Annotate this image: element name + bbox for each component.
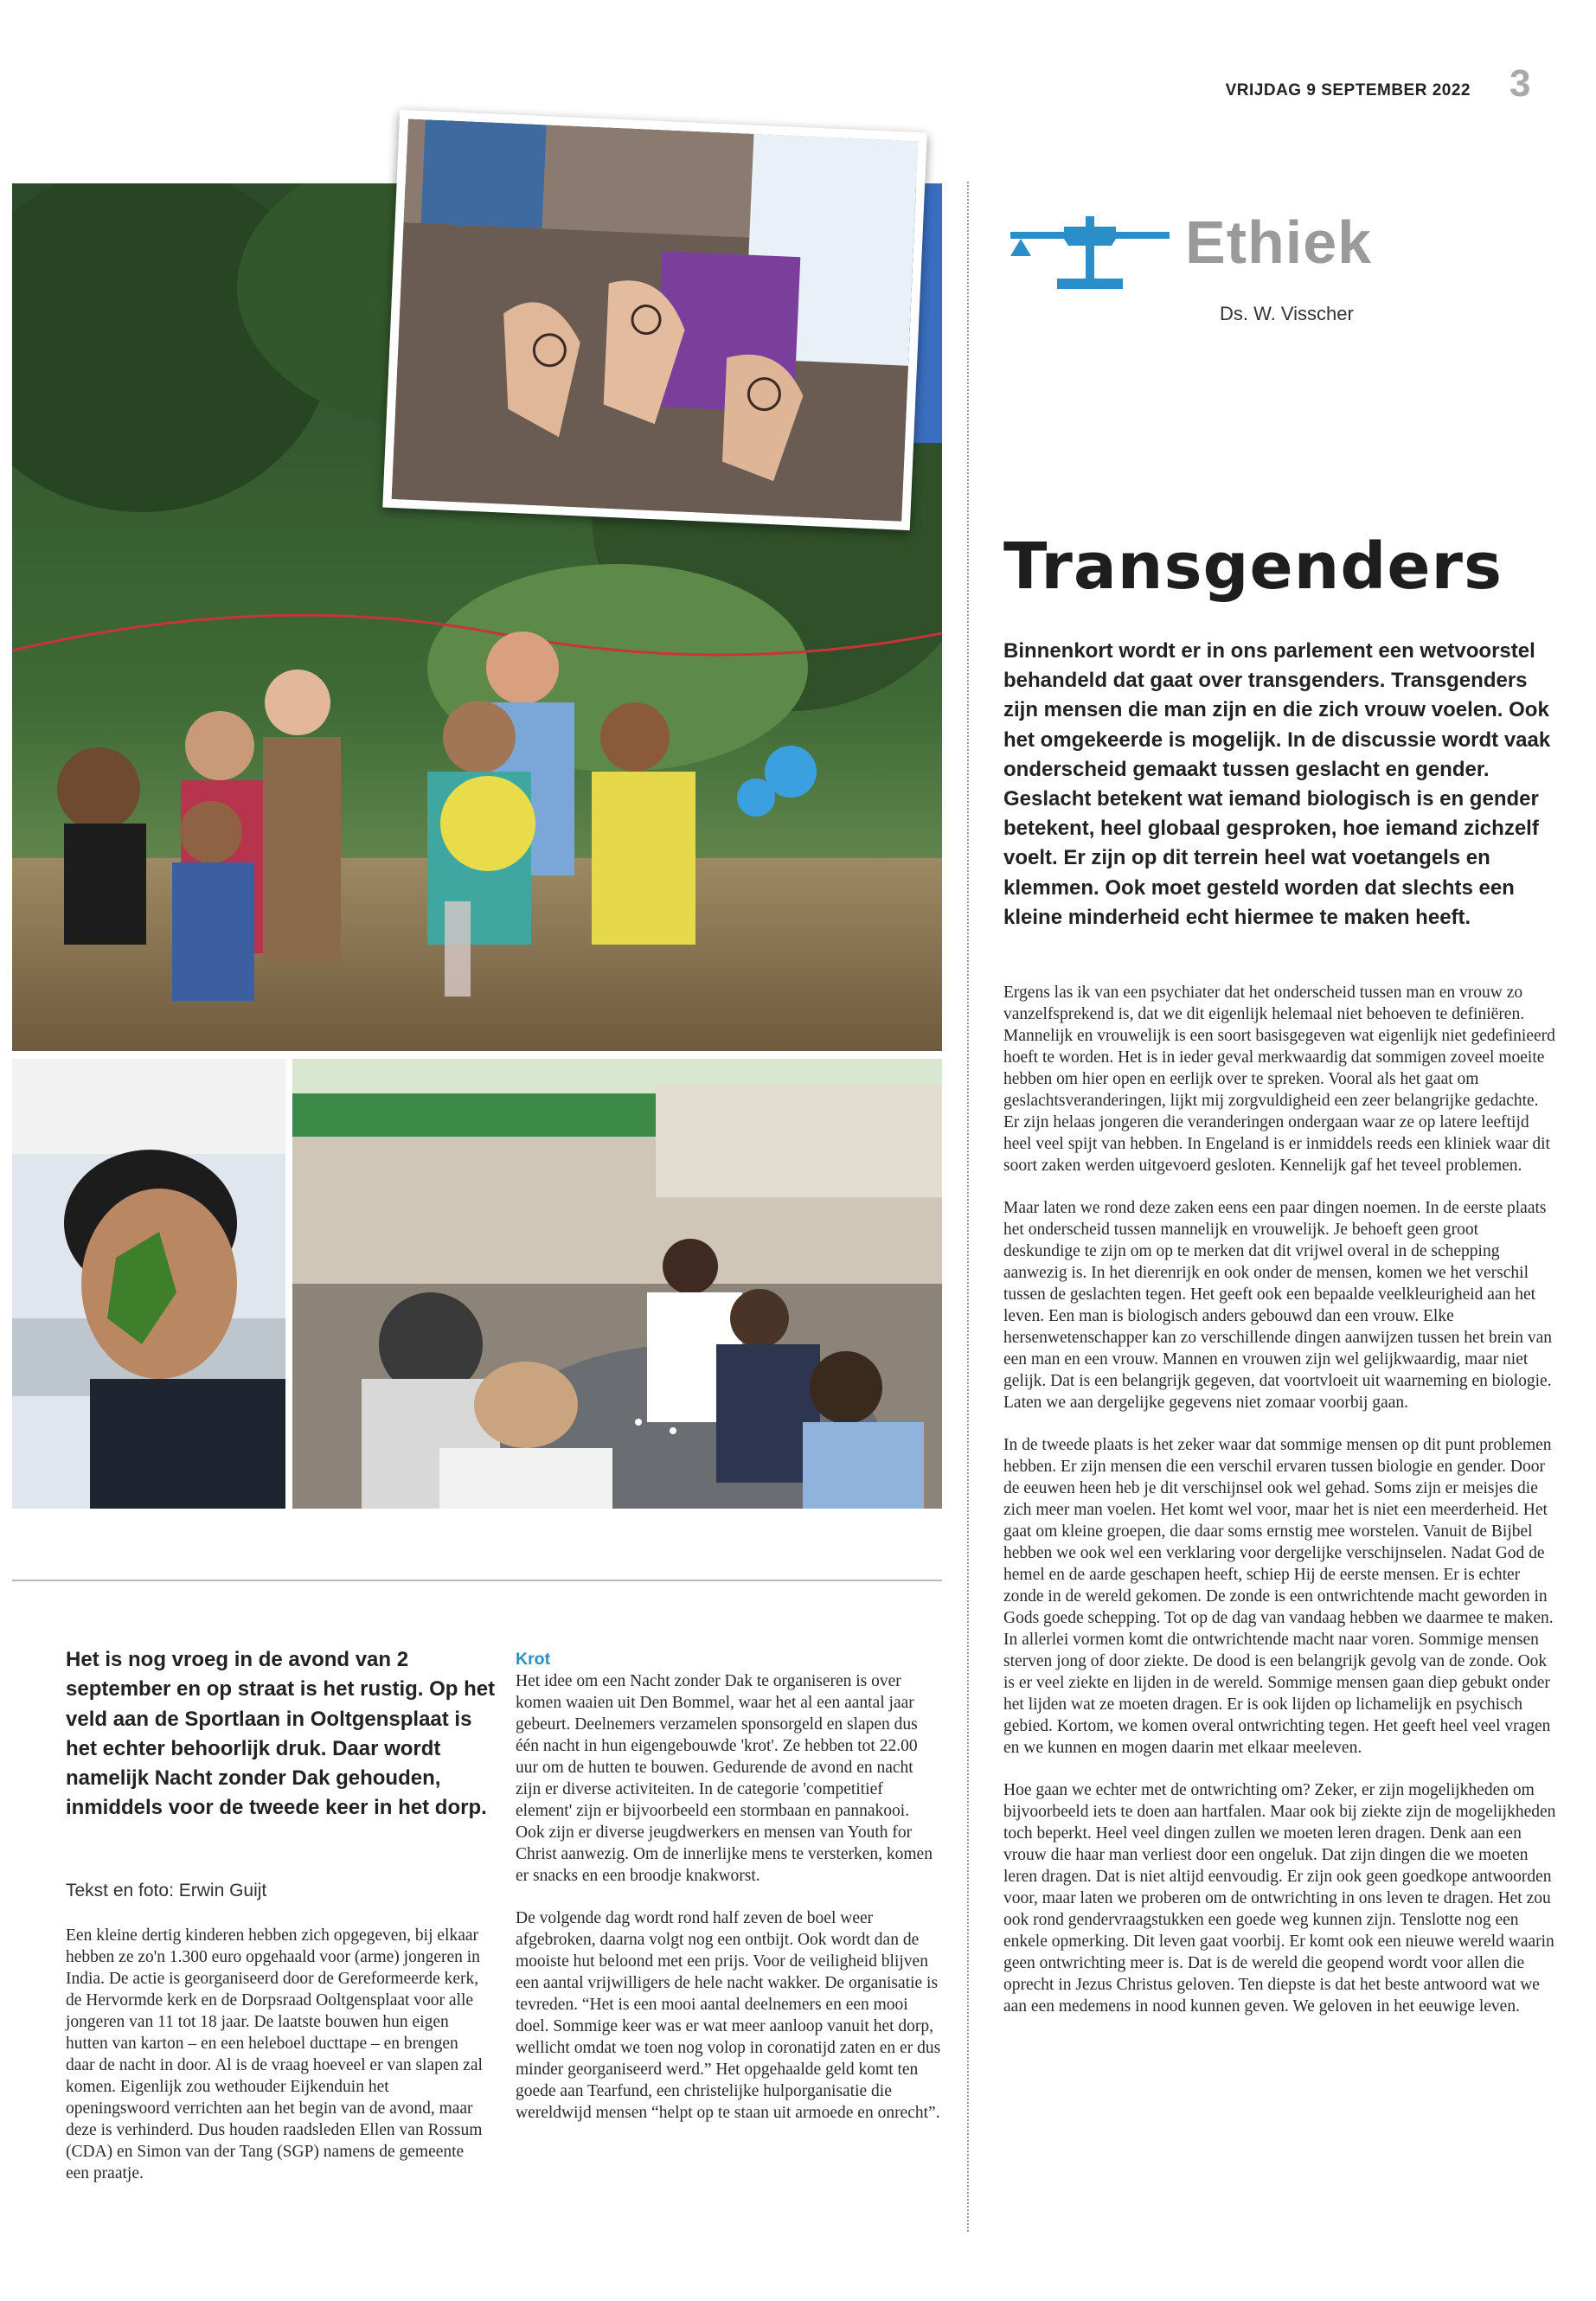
article-paragraph: Een kleine dertig kinderen hebben zich opgegeven, bij elkaar hebben ze zo'n 1.300 euro opgehaald voor (arme) jongeren in India. De actie is georganiseerd door de Gereformeerde kerk, de Hervormde kerk en de Dorpsraad Ooltgensplaat voor alle jongeren van 11 tot 18 jaar. De laatste bouwen hun eigen hutten van karton – en een heleboel ducttape – en brengen daar de nacht in door. Al is de vraag hoeveel er van slapen zal komen. Eigenlijk zou wethouder Eijkenduin het openingswoord verrichten aan het begin van de avond, maar deze is verhinderd. Dus houden raadsleden Ellen van Rossum (CDA) en Simon van der Tang (SGP) namens de gemeente een praatje. bbox=[66, 1926, 483, 2182]
photo-credit: Tekst en foto: Erwin Guijt bbox=[66, 1881, 267, 1900]
puzzle-table-photo bbox=[292, 1059, 942, 1509]
article-subhead: Krot bbox=[516, 1650, 551, 1669]
column-divider bbox=[967, 182, 969, 2232]
henna-hands-photo bbox=[382, 110, 926, 530]
article-paragraph: Hoe gaan we echter met de ontwrichting om? Zeker, er zijn mogelijkheden om bijvoorbeeld iets te doen aan hartfalen. Maar ook bij ziekte zijn de mogelijkheden toch beperkt. Heel veel dingen zullen we moeten leren dragen. Denk aan een vrouw die haar man verliest door een ongeluk. Dat zijn dingen die we moeten leren dragen. Dat is niet altijd eenvoudig. Er zijn ook geen goedkope antwoorden voor, maar laten we proberen om de ontwrichting in ons leven te dragen. Het zou ook rond gendervraagstukken een goede weg kunnen zijn. Tenslotte nog een enkele opmerking. Dit leven gaat voorbij. Er komt ook een nieuwe wereld waarin geen ontwrichting meer is. Dat is de wereld die geopend wordt voor allen die oprecht in Jezus Christus geloven. Ten diepste is dat het beste antwoord wat we aan een medemens in nood kunnen geven. We geloven in het eeuwige leven. bbox=[1003, 1781, 1556, 2016]
left-article-lead: Het is nog vroeg in de avond van 2 september en op straat is het rustig. Op het veld aan de Sportlaan in Ooltgensplaat is het echter behoorlijk druk. Daar wordt namelijk Nacht zonder Dak gehouden, inmiddels voor de tweede keer in het dorp. bbox=[66, 1648, 496, 1820]
issue-date: VRIJDAG 9 SEPTEMBER 2022 bbox=[1225, 81, 1471, 99]
scales-icon bbox=[1003, 215, 1176, 292]
section-rule bbox=[12, 1580, 942, 1581]
middle-article-body bbox=[516, 1649, 941, 2144]
left-article-body bbox=[66, 1925, 486, 2184]
article-lead: Binnenkort wordt er in ons parlement een wetvoorstel behandeld dat gaat over transgenders. Transgenders zijn mensen die man zijn en die zich vrouw voelen. Ook het omgekeerde is mogelijk. In de discussie wordt vaak onderscheid gemaakt tussen geslacht en gender. Geslacht betekent wat iemand biologisch is en gender betekent, heel globaal gesproken, hoe iemand zichzelf voelt. Er zijn op dit terrein heel wat voetangels en klemmen. Ook moet gesteld worden dat slechts een kleine minderheid echt hiermee te maken heeft. bbox=[1003, 639, 1551, 929]
article-body-right bbox=[1003, 982, 1557, 2038]
article-paragraph: Het idee om een Nacht zonder Dak te organiseren is over komen waaien uit Den Bommel, waar het al een aantal jaar gebeurt. Deelnemers verzamelen sponsorgeld en slapen dus één nacht in hun eigengebouwde 'krot'. Ze hebben tot 22.00 uur om de hutten te bouwen. Gedurende de avond en nacht zijn er diverse activiteiten. In de categorie 'competitief element' zijn er bijvoorbeeld een stormbaan en pannakooi. Ook zijn er diverse jeugdwerkers en mensen van Youth for Christ aanwezig. Om de innerlijke mens te versterken, komen er snacks en een broodje knakworst. bbox=[516, 1672, 933, 1885]
article-paragraph: Maar laten we rond deze zaken eens een paar dingen noemen. In de eerste plaats het onderscheid tussen mannelijk en vrouwelijk. Je behoeft geen groot deskundige te zijn om op te merken dat dit vrijwel overal in de schepping aanwezig is. In het dierenrijk en ook onder de mensen, komen we het verschil tussen de geslachten tegen. Het geeft ook een bepaalde veelkleurigheid aan het leven. Een man is biologisch anders gebouwd dan een vrouw. Elke hersenwetenschapper kan zo verschillende dingen aanwijzen tussen het brein van een man en een vrouw. Mannen en vrouwen zijn wel gelijkwaardig, maar niet gelijk. Dat is een belangrijk gegeven, dat voortvloeit uit waarneming en biologie. Laten we aan dergelijke gegevens niet zomaar voorbij gaan. bbox=[1003, 1199, 1553, 1412]
page-number: 3 bbox=[1509, 62, 1531, 105]
column-author: Ds. W. Visscher bbox=[1220, 303, 1354, 324]
article-paragraph: Ergens las ik van een psychiater dat het onderscheid tussen man en vrouw zo vanzelfsprekend is, dat we dit eigenlijk helemaal niet behoeven te definiëren. Mannelijk en vrouwelijk is een soort basisgegeven wat eigenlijk niet gedefinieerd hoeft te worden. Het is in ieder geval merkwaardig dat sommigen zoveel moeite hebben om hier open en eerlijk over te spreken. Vooral als het gaat om geslachtsveranderingen, lijkt mij zorgvuldigheid een zeer belangrijke gedachte. Er zijn helaas jongeren die veranderingen ondergaan waar ze op latere leeftijd heel veel spijt van hebben. In Engeland is er inmiddels reeds een kliniek waar dit soort zaken werden uitgevoerd gesloten. Kennelijk gaf het teveel problemen. bbox=[1003, 984, 1555, 1175]
article-paragraph: De volgende dag wordt rond half zeven de boel weer afgebroken, daarna volgt nog een ontbijt. Ook wordt dan de mooiste hut beloond met een prijs. Voor de veiligheid blijven een aantal vrijwilligers de hele nacht wakker. De organisatie is tevreden. “Het is een mooi aantal deelnemers en een mooi doel. Sommige keer was er wat meer aanloop vanuit het dorp, wellicht omdat we toen nog volop in coronatijd zaten en er dus minder georganiseerd werd.” Het opgehaalde geld komt ten goede aan Tearfund, een christelijke hulporganisatie die wereldwijd mensen “helpt op te staan uit armoede en onrecht”. bbox=[516, 1909, 941, 2122]
face-paint-boy-photo bbox=[12, 1059, 285, 1509]
article-title: Transgenders bbox=[1003, 529, 1503, 604]
article-paragraph: In de tweede plaats is het zeker waar dat sommige mensen op dit punt problemen hebben. Er zijn mensen die een verschil ervaren tussen biologie en gender. Door de eeuwen heen heb je dit verschijnsel ook wel gehad. Soms zijn er meisjes die zich meer man voelen. Het komt wel voor, maar het is niet een meerderheid. Het gaat om kleine groepen, die daar soms ernstig mee worstelen. Vanuit de Bijbel hebben we ook wel een verklaring voor dergelijke verschijnselen. Nadat God de hemel en de aarde geschapen heeft, schiep Hij de eerste mensen. Er is echter zonde in de wereld gekomen. De zonde is een ontwrichtende macht geworden in Gods goede schepping. Tot op de dag van vandaag hebben we daarmee te maken. In allerlei vormen komt die ontwrichtende macht naar voren. Sommige mensen sterven jong of door ziekte. De dood is een belangrijk gevolg van de zonde. Ook is er veel ziekte en lijden in de wereld. Sommige mensen gaan diep gebukt onder het lijden wat ze moeten dragen. Er is ook lijden op lichamelijk en psychisch gebied. Kortom, we komen overal ontwrichting tegen. Het geeft heel veel vragen en we kunnen en mogen daarin met elkaar meeleven. bbox=[1003, 1436, 1554, 1757]
column-section-title: Ethiek bbox=[1185, 208, 1373, 276]
